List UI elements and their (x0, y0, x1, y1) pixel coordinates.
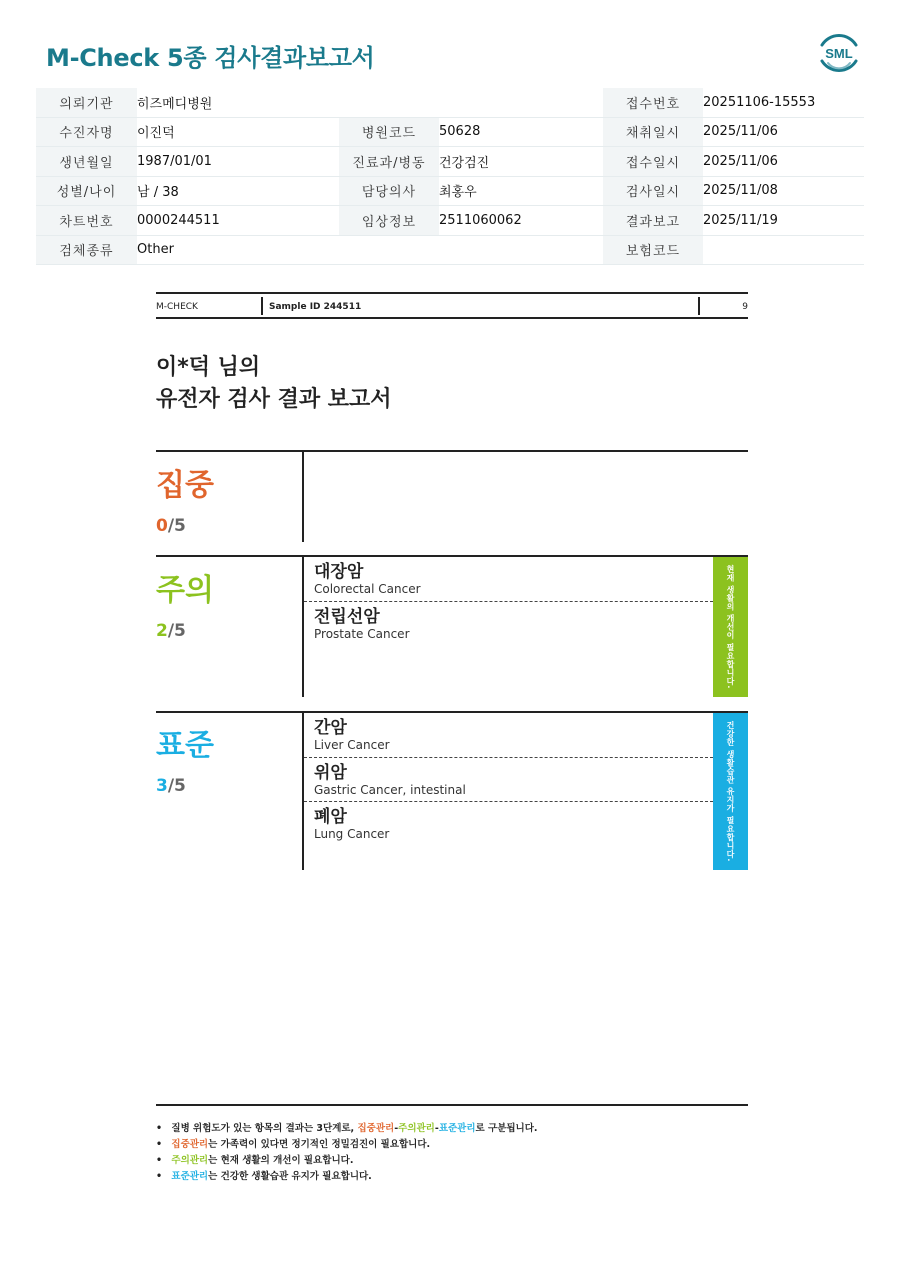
info-label: 접수일시 (603, 147, 703, 177)
info-label: 진료과/병동 (339, 147, 439, 177)
focus-count-total: /5 (167, 516, 186, 536)
table-row (36, 88, 864, 117)
info-value: 2025/11/06 (703, 147, 864, 177)
info-label: 검사일시 (603, 176, 703, 206)
note-text: 로 구분됩니다. (475, 1123, 538, 1134)
section-rule (156, 711, 748, 713)
item-divider (304, 757, 713, 758)
caution-term: 주의관리 (171, 1155, 209, 1166)
item-name-en: Gastric Cancer, intestinal (314, 783, 466, 797)
info-label: 생년월일 (36, 147, 137, 177)
info-value: 2025/11/19 (703, 206, 864, 236)
table-row (36, 235, 864, 265)
item-divider (304, 601, 713, 602)
note-text: 는 건강한 생활습관 유지가 필요합니다. (208, 1171, 372, 1182)
note-text: 는 가족력이 있다면 정기적인 정밀검진이 필요합니다. (208, 1139, 431, 1150)
patient-info-table (36, 88, 864, 265)
list-item (314, 718, 712, 753)
caution-count (156, 621, 186, 641)
item-name-ko: 위암 (314, 763, 347, 783)
info-label: 접수번호 (603, 88, 703, 117)
focus-count (156, 516, 186, 536)
item-name-ko: 대장암 (314, 562, 364, 582)
item-name-en: Lung Cancer (314, 827, 390, 841)
info-value: 2025/11/06 (703, 117, 864, 147)
info-value: 건강검진 (439, 147, 603, 177)
item-name-ko: 간암 (314, 718, 347, 738)
info-value: 2025/11/08 (703, 176, 864, 206)
caution-count-value: 2 (156, 621, 168, 641)
info-label: 임상정보 (339, 206, 439, 236)
legend-notes (156, 1121, 538, 1185)
focus-section-title: 집중 (156, 468, 214, 503)
page-number: 9 (742, 302, 748, 312)
item-name-en: Liver Cancer (314, 738, 390, 752)
caution-term: 주의관리 (398, 1123, 435, 1134)
caution-count-total: /5 (167, 621, 186, 641)
info-value: 20251106-15553 (703, 88, 864, 117)
note-text: - (394, 1123, 399, 1134)
focus-term: 집중관리 (171, 1139, 209, 1150)
info-label: 채취일시 (603, 117, 703, 147)
standard-section-title: 표준 (156, 728, 214, 763)
info-value: 1987/01/01 (137, 147, 339, 177)
info-label: 수진자명 (36, 117, 137, 147)
sml-logo (814, 28, 864, 78)
item-name-ko: 폐암 (314, 807, 347, 827)
note-text: 는 현재 생활의 개선이 필요합니다. (208, 1155, 354, 1166)
item-name-en: Colorectal Cancer (314, 582, 421, 596)
standard-side-note: 건강한 생활습관 유지가 필요합니다. (713, 713, 748, 870)
report-title-line1: 이*덕 님의 (156, 355, 261, 380)
section-divider (302, 557, 304, 697)
section-rule (156, 450, 748, 452)
footer-rule (156, 1104, 748, 1106)
note-item (156, 1137, 538, 1153)
table-row (36, 117, 864, 147)
report-title-line2: 유전자 검사 결과 보고서 (156, 387, 392, 412)
caution-side-note: 현재 생활의 개선이 필요합니다. (713, 557, 748, 697)
logo-text: SML (825, 46, 853, 61)
note-item (156, 1121, 538, 1137)
info-label: 차트번호 (36, 206, 137, 236)
note-item (156, 1153, 538, 1169)
report-brand: M-CHECK (156, 302, 198, 312)
info-value: Other (137, 235, 603, 265)
header-rule-bottom (156, 317, 748, 319)
caution-section-title: 주의 (156, 573, 214, 608)
header-divider (261, 297, 263, 315)
info-value: 남 / 38 (137, 176, 339, 206)
info-label: 결과보고 (603, 206, 703, 236)
section-rule (156, 555, 748, 557)
table-row (36, 176, 864, 206)
info-value: 2511060062 (439, 206, 603, 236)
sample-id: Sample ID 244511 (269, 302, 362, 312)
info-value: 0000244511 (137, 206, 339, 236)
header-divider (698, 297, 700, 315)
report-title (156, 352, 392, 416)
info-value: 이진덕 (137, 117, 339, 147)
info-value: 히즈메디병원 (137, 88, 603, 117)
standard-term: 표준관리 (438, 1123, 476, 1134)
info-label: 성별/나이 (36, 176, 137, 206)
item-divider (304, 801, 713, 802)
info-label: 병원코드 (339, 117, 439, 147)
list-item (314, 607, 712, 642)
standard-count-total: /5 (167, 776, 186, 796)
info-value (703, 235, 864, 265)
standard-term: 표준관리 (171, 1171, 209, 1182)
section-divider (302, 713, 304, 870)
standard-count (156, 776, 186, 796)
note-text: 질병 위험도가 있는 항목의 결과는 3단계로, (171, 1123, 358, 1134)
focus-term: 집중관리 (357, 1123, 395, 1134)
info-value: 50628 (439, 117, 603, 147)
table-row (36, 206, 864, 236)
focus-count-value: 0 (156, 516, 168, 536)
section-divider (302, 452, 304, 542)
list-item (314, 763, 712, 798)
item-name-en: Prostate Cancer (314, 627, 410, 641)
note-text: - (434, 1123, 439, 1134)
page-title: M-Check 5종 검사결과보고서 (46, 44, 375, 72)
info-label: 의뢰기관 (36, 88, 137, 117)
info-value: 최홍우 (439, 176, 603, 206)
standard-count-value: 3 (156, 776, 168, 796)
header-rule-top (156, 292, 748, 294)
item-name-ko: 전립선암 (314, 607, 380, 627)
table-row (36, 147, 864, 177)
list-item (314, 562, 712, 597)
info-label: 보험코드 (603, 235, 703, 265)
info-label: 검체종류 (36, 235, 137, 265)
info-label: 담당의사 (339, 176, 439, 206)
note-item (156, 1169, 538, 1185)
list-item (314, 807, 712, 842)
